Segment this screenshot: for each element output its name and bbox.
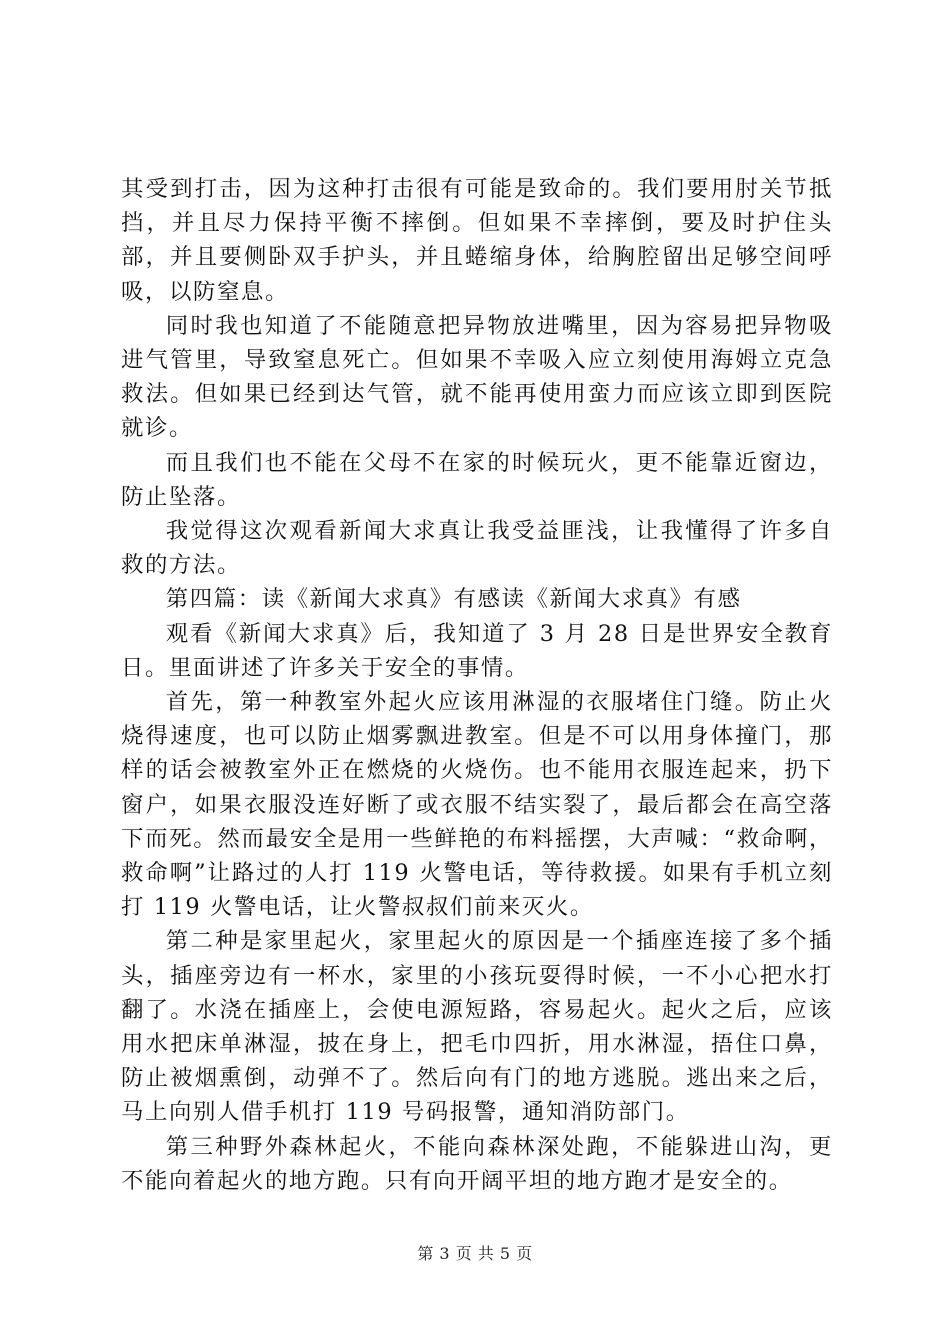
paragraph-continuation: 其受到打击，因为这种打击很有可能是致命的。我们要用肘关节抵挡，并且尽力保持平衡不摔倒。但如果不幸摔倒，要及时护住头部，并且要侧卧双手护头，并且蜷缩身体，给胸腔留出足够空间呼吸，以防窒息。 — [121, 176, 833, 305]
paragraph-fire-window: 而且我们也不能在父母不在家的时候玩火，更不能靠近窗边，防止坠落。 — [121, 449, 833, 510]
paragraph-conclusion: 我觉得这次观看新闻大求真让我受益匪浅，让我懂得了许多自救的方法。 — [121, 518, 833, 579]
document-body — [121, 172, 833, 1198]
paragraph-home-fire: 第二种是家里起火，家里起火的原因是一个插座连接了多个插头，插座旁边有一杯水，家里的小孩玩耍得时候，一不小心把水打翻了。水浇在插座上，会使电源短路，容易起火。起火之后，应该用水把床单淋湿，披在身上，把毛巾四折，用水淋湿，捂住口鼻，防止被烟熏倒，动弹不了。然后向有门的地方逃脱。逃出来之后，马上向别人借手机打 119 号码报警，通知消防部门。 — [121, 928, 833, 1126]
page-footer: 第 3 页 共 5 页 — [417, 1244, 533, 1263]
paragraph-classroom-fire: 首先，第一种教室外起火应该用淋湿的衣服堵住门缝。防止火烧得速度，也可以防止烟雾飘进教室。但是不可以用身体撞门，那样的话会被教室外正在燃烧的火烧伤。也不能用衣服连起来，扔下窗户，如果衣服没连好断了或衣服不结实裂了，最后都会在高空落下而死。然而最安全是用一些鲜艳的布料摇摆，大声喊：“救命啊，救命啊”让路过的人打 119 火警电话，等待救援。如果有手机立刻打 119 火警电话，让火警叔叔们前来灭火。 — [121, 689, 833, 921]
section-heading: 第四篇：读《新闻大求真》有感读《新闻大求真》有感 — [165, 586, 742, 613]
paragraph-forest-fire: 第三种野外森林起火，不能向森林深处跑，不能躲进山沟，更不能向着起火的地方跑。只有向开阔平坦的地方跑才是安全的。 — [121, 1133, 833, 1194]
paragraph-intro: 观看《新闻大求真》后，我知道了 3 月 28 日是世界安全教育日。里面讲述了许多关于安全的事情。 — [121, 620, 833, 681]
paragraph-foreign-object: 同时我也知道了不能随意把异物放进嘴里，因为容易把异物吸进气管里，导致窒息死亡。但如果不幸吸入应立刻使用海姆立克急救法。但如果已经到达气管，就不能再使用蛮力而应该立即到医院就诊。 — [121, 312, 833, 442]
